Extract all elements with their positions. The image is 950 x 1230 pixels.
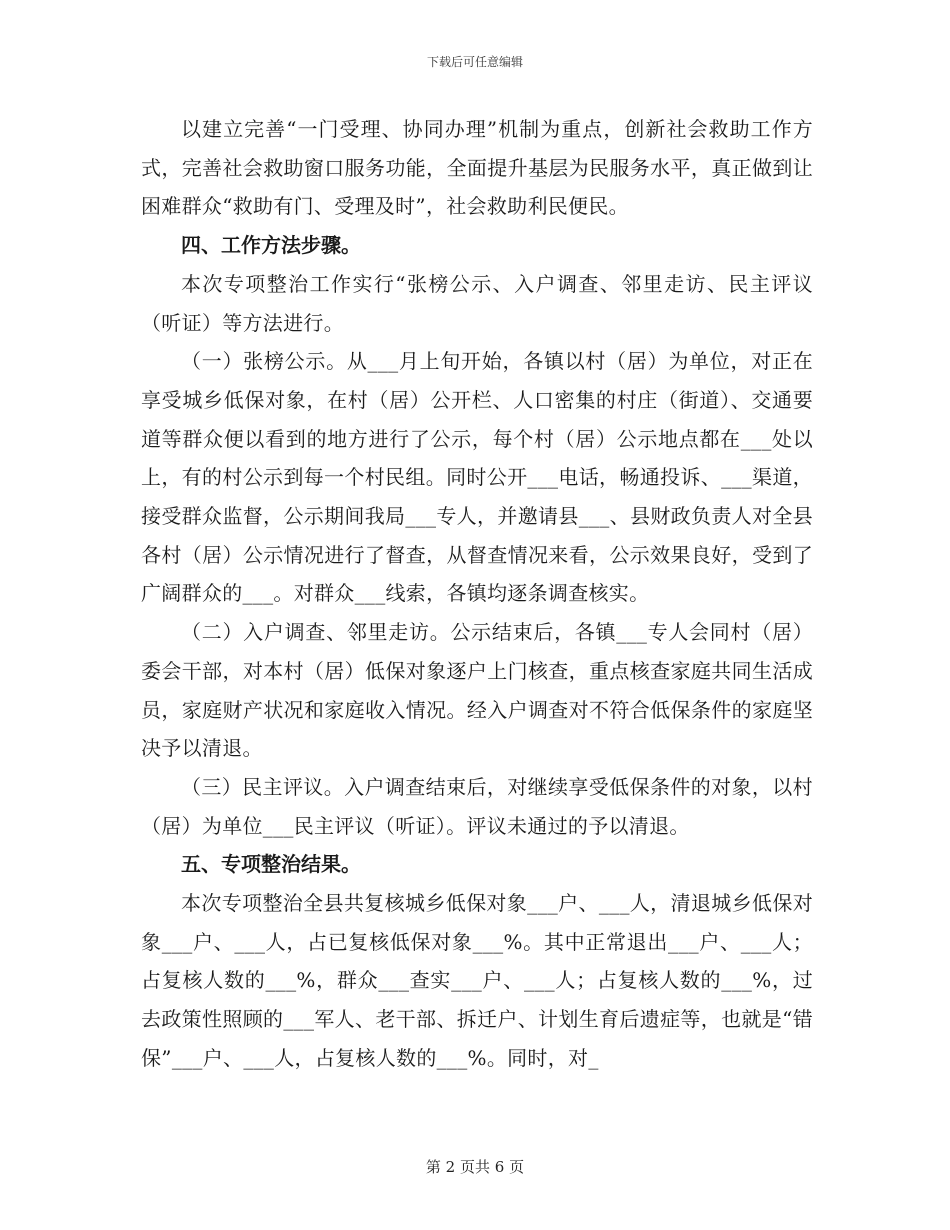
page-header: 下载后可任意编辑 — [426, 55, 523, 69]
page-footer: 第 2 页共 6 页 — [425, 1158, 525, 1176]
paragraph-step-2: （二）入户调查、邻里走访。公示结束后，各镇___专人会同村（居）委会干部，对本村（居）低保对象逐户上门核查，重点核查家庭共同生活成员，家庭财产状况和家庭收入情况。经入户调查对不符合低保条件的家庭坚决予以清退。 — [141, 620, 813, 761]
paragraph-step-3: （三）民主评议。入户调查结束后，对继续享受低保条件的对象，以村（居）为单位___民主评议（听证）。评议未通过的予以清退。 — [141, 774, 813, 838]
section-heading-4: 四、工作方法步骤。 — [181, 233, 361, 258]
paragraph-method: 本次专项整治工作实行“张榜公示、入户调查、邻里走访、民主评议（听证）等方法进行。 — [141, 271, 813, 335]
paragraph-intro: 以建立完善“一门受理、协同办理”机制为重点，创新社会救助工作方式，完善社会救助窗口服务功能，全面提升基层为民服务水平，真正做到让困难群众“救助有门、受理及时”，社会救助利民便民。 — [141, 117, 813, 219]
paragraph-step-1: （一）张榜公示。从___月上旬开始，各镇以村（居）为单位，对正在享受城乡低保对象，在村（居）公开栏、人口密集的村庄（街道）、交通要道等群众便以看到的地方进行了公示，每个村（居）公示地点都在___处以上，有的村公示到每一个村民组。同时公开___电话，畅通投诉、___渠道，接受群众监督，公示期间我局___专人，并邀请县___、县财政负责人对全县各村（居）公示情况进行了督查，从督查情况来看，公示效果良好，受到了广阔群众的___。对群众___线索，各镇均逐条调查核实。 — [141, 349, 813, 606]
paragraph-results: 本次专项整治全县共复核城乡低保对象___户、___人，清退城乡低保对象___户、___人，占已复核低保对象___%。其中正常退出___户、___人；占复核人数的___%，群众___查实___户、___人；占复核人数的___%，过去政策性照顾的___军人、老干部、拆迁户、计划生育后遗症等，也就是“错保”___户、___人，占复核人数的___%。同时，对_ — [141, 891, 813, 1070]
document-body — [141, 110, 813, 1078]
section-heading-5: 五、专项整治结果。 — [181, 852, 361, 877]
